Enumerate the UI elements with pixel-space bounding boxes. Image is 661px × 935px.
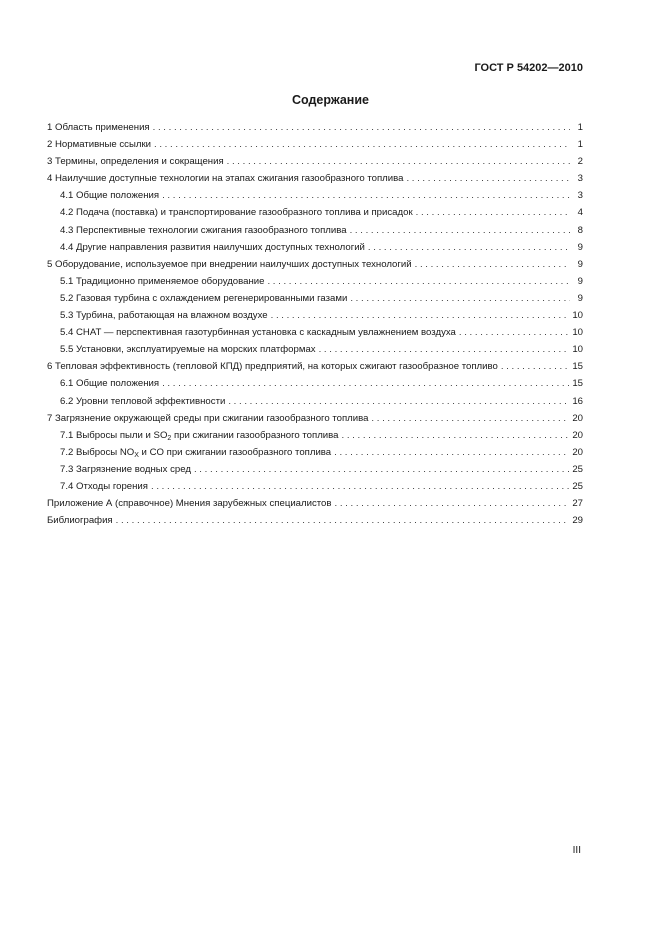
toc-subentry[interactable]	[47, 478, 583, 495]
toc-subentry[interactable]	[47, 222, 583, 239]
toc-subentry[interactable]	[47, 307, 583, 324]
toc-leader-dots	[342, 427, 570, 444]
toc-entry[interactable]	[47, 410, 583, 427]
table-of-contents	[47, 119, 583, 529]
toc-entry-label: 7 Загрязнение окружающей среды при сжигании газообразного топлива	[47, 412, 369, 424]
subscript-x: X	[134, 451, 139, 459]
toc-entry-label: 7.1 Выбросы пыли и $SO_2$ при сжигании газообразного топлива	[60, 429, 339, 442]
toc-entry-label: 5.1 Традиционно применяемое оборудование	[60, 275, 265, 287]
toc-subentry[interactable]	[47, 444, 583, 461]
toc-entry-label: 1 Область применения	[47, 122, 150, 133]
toc-entry-label: 5.5 Установки, эксплуатируемые на морских платформах	[60, 344, 316, 356]
toc-leader-dots	[154, 136, 570, 153]
toc-entry-page: 20	[572, 446, 583, 458]
toc-entry-page: 29	[572, 515, 583, 527]
toc-entry-label: 5.4 CHAT — перспективная газотурбинная установка с каскадным увлажнением воздуха	[60, 327, 456, 339]
toc-leader-dots	[368, 239, 570, 256]
toc-entry-page: 25	[572, 463, 583, 475]
toc-leader-dots	[162, 375, 569, 392]
toc-entry-page: 9	[577, 275, 583, 287]
toc-entry-label: 2 Нормативные ссылки	[47, 139, 152, 151]
toc-entry-label: 4.1 Общие положения	[60, 190, 160, 202]
toc-entry-page: 3	[577, 190, 583, 202]
toc-entry[interactable]	[47, 495, 583, 512]
toc-subentry[interactable]	[47, 427, 583, 444]
toc-subentry[interactable]	[47, 273, 583, 290]
toc-entry-label: 7.3 Загрязнение водных сред	[60, 463, 191, 475]
toc-entry-page: 8	[577, 224, 583, 236]
toc-entry-label: 5.3 Турбина, работающая на влажном воздухе	[60, 310, 268, 322]
toc-entry-page: 20	[572, 429, 583, 441]
toc-entry-page: 10	[572, 327, 583, 339]
toc-leader-dots	[267, 273, 570, 290]
toc-entry-label: Приложение А (справочное) Мнения зарубежных специалистов	[47, 498, 332, 510]
toc-leader-dots	[371, 410, 569, 427]
toc-leader-dots	[501, 358, 570, 375]
toc-entry-label: Библиография	[47, 515, 113, 527]
toc-subentry[interactable]	[47, 290, 583, 307]
toc-entry-page: 2	[577, 156, 583, 168]
toc-entry-label: 4 Наилучшие доступные технологии на этапах сжигания газообразного топлива	[47, 173, 404, 185]
toc-entry-label: 5 Оборудование, используемое при внедрении наилучших доступных технологий	[47, 258, 412, 270]
toc-entry-page: 27	[572, 498, 583, 510]
toc-entry-label: 7.2 Выбросы $NO_X$ и CO при сжигании газообразного топлива	[60, 446, 332, 459]
toc-leader-dots	[415, 256, 570, 273]
document-standard-number: ГОСТ Р 54202—2010	[474, 62, 583, 74]
toc-entry-page: 25	[572, 480, 583, 492]
toc-leader-dots	[350, 222, 570, 239]
toc-leader-dots	[319, 341, 570, 358]
toc-entry-page: 15	[572, 361, 583, 373]
toc-entry[interactable]	[47, 170, 583, 187]
toc-subentry[interactable]	[47, 324, 583, 341]
toc-entry-label: 5.2 Газовая турбина с охлаждением регенерированными газами	[60, 292, 348, 304]
toc-subentry[interactable]	[47, 461, 583, 478]
toc-entry-page: 9	[577, 258, 583, 270]
toc-entry-label: 6 Тепловая эффективность (тепловой КПД) предприятий, на которых сжигают газообразное топливо	[47, 361, 498, 373]
toc-subentry[interactable]	[47, 204, 583, 221]
toc-entry-page: 1	[577, 139, 583, 151]
toc-leader-dots	[151, 478, 569, 495]
toc-subentry[interactable]	[47, 187, 583, 204]
toc-entry[interactable]	[47, 512, 583, 529]
page-title: Содержание	[291, 93, 369, 107]
toc-entry-label: 7.4 Отходы горения	[60, 480, 148, 492]
toc-entry-page: 9	[577, 241, 583, 253]
toc-subentry[interactable]	[47, 341, 583, 358]
toc-leader-dots	[335, 495, 570, 512]
toc-entry[interactable]	[47, 153, 583, 170]
toc-entry-label: 4.4 Другие направления развития наилучших доступных технологий	[60, 241, 365, 253]
subscript-two: 2	[167, 434, 172, 442]
toc-entry-page: 3	[577, 173, 583, 185]
toc-leader-dots	[406, 170, 570, 187]
toc-entry[interactable]	[47, 119, 583, 136]
toc-leader-dots	[153, 119, 570, 136]
toc-entry[interactable]	[47, 136, 583, 153]
toc-entry-label: 4.3 Перспективные технологии сжигания газообразного топлива	[60, 224, 347, 236]
toc-entry[interactable]	[47, 256, 583, 273]
toc-leader-dots	[116, 512, 570, 529]
toc-entry-label: 6.1 Общие положения	[60, 378, 160, 390]
toc-subentry[interactable]	[47, 393, 583, 410]
page-number: III	[572, 845, 581, 856]
toc-leader-dots	[162, 187, 570, 204]
toc-entry-page: 1	[577, 122, 583, 133]
toc-entry-page: 4	[577, 207, 583, 219]
toc-entry-page: 20	[572, 412, 583, 424]
toc-entry-page: 10	[572, 310, 583, 322]
toc-leader-dots	[334, 444, 569, 461]
toc-leader-dots	[194, 461, 569, 478]
toc-subentry[interactable]	[47, 239, 583, 256]
toc-entry-label: 4.2 Подача (поставка) и транспортирование газообразного топлива и присадок	[60, 207, 413, 219]
toc-entry[interactable]	[47, 358, 583, 375]
toc-leader-dots	[227, 153, 570, 170]
toc-leader-dots	[459, 324, 569, 341]
toc-entry-label: 6.2 Уровни тепловой эффективности	[60, 395, 226, 407]
toc-leader-dots	[350, 290, 570, 307]
toc-leader-dots	[271, 307, 570, 324]
toc-leader-dots	[228, 393, 569, 410]
toc-entry-page: 10	[572, 344, 583, 356]
toc-entry-page: 16	[572, 395, 583, 407]
toc-subentry[interactable]	[47, 375, 583, 392]
toc-entry-page: 9	[577, 292, 583, 304]
toc-entry-page: 15	[572, 378, 583, 390]
toc-entry-label: 3 Термины, определения и сокращения	[47, 156, 224, 168]
toc-leader-dots	[416, 204, 570, 221]
